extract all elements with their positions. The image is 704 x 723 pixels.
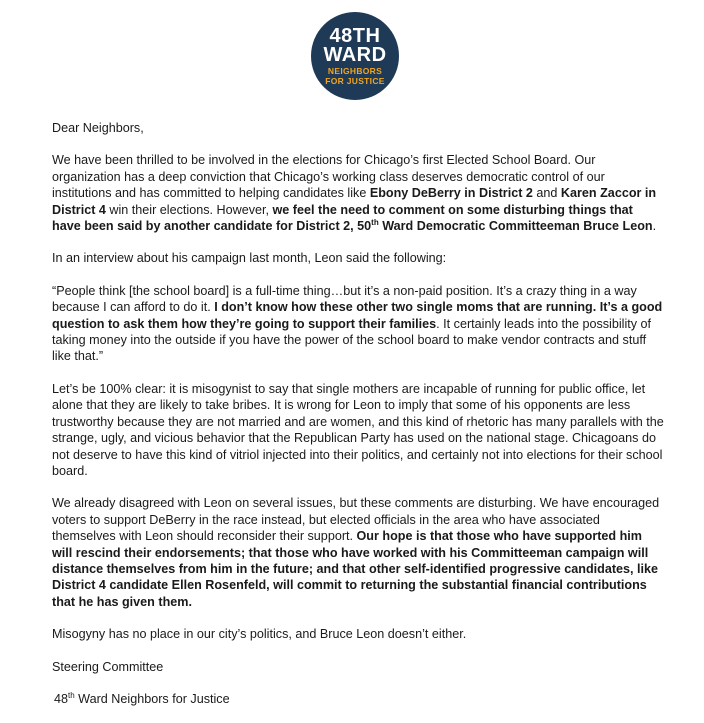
signature-line-2: 48th Ward Neighbors for Justice <box>54 690 230 706</box>
paragraph-2: In an interview about his campaign last month, Leon said the following: <box>52 251 447 266</box>
paragraph-5 <box>52 495 664 610</box>
p1-bold-statement: we feel the need to comment on some disturbing things that have been said by another candidate for District 2, 50 <box>52 202 633 234</box>
p1-text-4: . <box>652 219 657 234</box>
p1-text-2: and <box>532 186 561 201</box>
org-logo <box>311 12 399 100</box>
logo-line-for-justice: FOR JUSTICE <box>325 75 385 86</box>
p1-text-1: We have been thrilled to be involved in the elections for Chicago’s first Elected School Board. Our organization has a deep conviction that Chicago’s working class deserves democratic control of our institutions and has committed to helping candidates like <box>52 153 605 201</box>
salutation: Dear Neighbors, <box>52 121 144 135</box>
p3-text-2: . It certainly leads into the possibility of taking money into the outside if you have the power of the school board to make vendor contracts and stuff like that.” <box>52 316 652 364</box>
p3-text-1: “People think [the school board] is a full-time thing…but it’s a non-paid position. It’s a crazy thing in a way because I can afford to do it. <box>52 283 637 315</box>
paragraph-1 <box>52 152 664 234</box>
logo-line-48th: 48TH <box>329 24 381 47</box>
p1-bold-deberry: Ebony DeBerry in District 2 <box>369 186 533 201</box>
letter-body <box>52 120 664 723</box>
p1-superscript: th <box>371 217 379 227</box>
signature-line-1: Steering Committee <box>52 659 164 674</box>
logo-line-ward: WARD <box>323 43 387 66</box>
paragraph-3-quote <box>52 283 664 365</box>
paragraph-6: Misogyny has no place in our city’s politics, and Bruce Leon doesn’t either. <box>52 627 467 642</box>
paragraph-4: Let’s be 100% clear: it is misogynist to say that single mothers are incapable of running for public office, let alone that they are likely to take bribes. It is wrong for Leon to imply that some of his opponents are less trustworthy because they are not married and are women, and this kind of rhetoric has many parallels with the strange, ugly, and vicious behavior that the Republican Party has used on the national stage. Chicagoans do not deserve to have this kind of vitriol injected into their politics, and certainly not into elections for their school board. <box>52 381 664 478</box>
p1-bold-zaccor: Karen Zaccor in District 4 <box>52 186 657 217</box>
p1-bold-committeeman: Ward Democratic Committeeman Bruce Leon <box>378 219 653 234</box>
logo-line-neighbors: NEIGHBORS <box>327 65 383 76</box>
p1-text-3: win their elections. However, <box>105 202 273 217</box>
p3-bold-quote: I don’t know how these other two single moms that are running. It’s a good question to ask them how they’re going to support their families <box>52 300 663 331</box>
p5-text-1: We already disagreed with Leon on several issues, but these comments are disturbing. We have encouraged voters to support DeBerry in the race instead, but elected officials in the area who have associated themselves with Leon should reconsider their support. <box>52 496 660 544</box>
p5-bold-hope: Our hope is that those who have supported him will rescind their endorsements; that those who have worked with his Committeeman campaign will distance themselves from him in the future; and that other self-identified progressive candidates, like District 4 candidate Ellen Rosenfeld, will commit to returning the substantial financial contributions that he has given them. <box>52 529 659 609</box>
